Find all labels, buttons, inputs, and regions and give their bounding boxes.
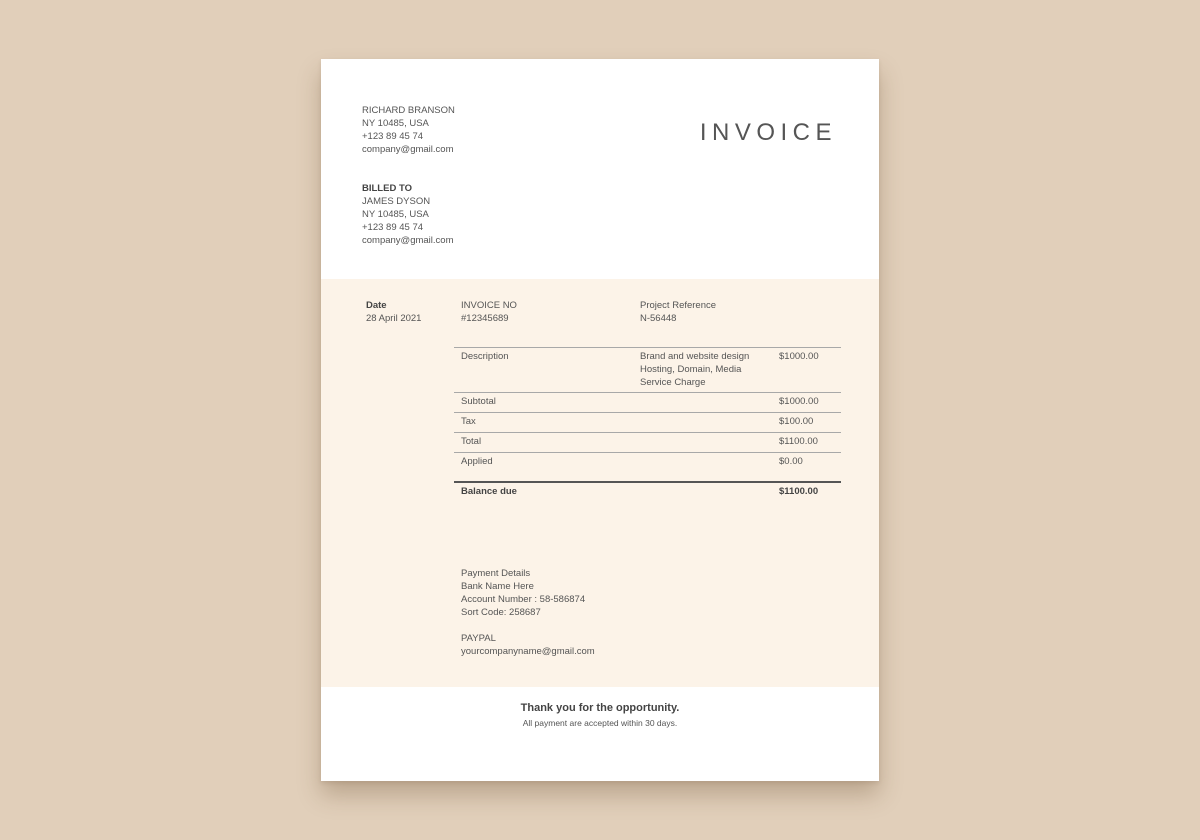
billed-to-phone: +123 89 45 74 [362, 222, 424, 233]
subtotal-label: Subtotal [461, 396, 496, 407]
billed-to-address: NY 10485, USA [362, 209, 429, 220]
payment-details-block [461, 567, 595, 658]
description-amount: $1000.00 [779, 351, 819, 362]
account-number: Account Number : 58-586874 [461, 594, 586, 605]
balance-due-amount: $1100.00 [779, 486, 819, 497]
billed-to-block [362, 182, 453, 247]
description-line: Hosting, Domain, Media [640, 364, 742, 375]
billed-to-email: company@gmail.com [362, 235, 454, 246]
payment-details-heading: Payment Details [461, 568, 531, 579]
tax-amount: $100.00 [779, 416, 814, 427]
bank-name: Bank Name Here [461, 581, 534, 592]
date-block [366, 299, 421, 325]
table-row-applied [454, 452, 841, 481]
project-reference-label: Project Reference [640, 300, 717, 311]
sender-block [362, 104, 455, 156]
subtotal-amount: $1000.00 [779, 396, 819, 407]
description-line: Service Charge [640, 377, 706, 388]
table-row-description [454, 347, 841, 392]
date-value: 28 April 2021 [366, 313, 422, 324]
table-row-tax [454, 412, 841, 432]
paypal-email: yourcompanyname@gmail.com [461, 646, 595, 657]
invoice-sheet [321, 59, 879, 781]
applied-amount: $0.00 [779, 456, 803, 467]
invoice-no-value: #12345689 [461, 313, 509, 324]
sort-code: Sort Code: 258687 [461, 607, 541, 618]
table-row-balance-due [454, 481, 841, 503]
payment-terms-note: All payment are accepted within 30 days. [522, 718, 678, 728]
description-label: Description [461, 351, 509, 362]
total-amount: $1100.00 [779, 436, 818, 447]
total-label: Total [461, 436, 482, 447]
thank-you-message: Thank you for the opportunity. [520, 702, 680, 714]
invoice-title: INVOICE [699, 119, 837, 146]
project-reference-block [640, 299, 716, 325]
table-row-subtotal [454, 392, 841, 412]
table-row-total [454, 432, 841, 452]
invoice-no-label: INVOICE NO [461, 300, 517, 311]
description-lines [640, 350, 749, 389]
description-line: Brand and website design [640, 351, 750, 362]
sender-address: NY 10485, USA [362, 118, 429, 129]
details-band [321, 279, 879, 687]
billed-to-name: JAMES DYSON [362, 196, 431, 207]
paypal-label: PAYPAL [461, 633, 496, 644]
line-items-table [454, 347, 841, 503]
applied-label: Applied [461, 456, 493, 467]
tax-label: Tax [461, 416, 476, 427]
billed-to-heading: BILLED TO [362, 183, 412, 194]
sender-phone: +123 89 45 74 [362, 131, 424, 142]
balance-due-label: Balance due [461, 486, 517, 497]
project-reference-value: N-56448 [640, 313, 677, 324]
sender-email: company@gmail.com [362, 144, 454, 155]
sender-name: RICHARD BRANSON [362, 105, 455, 116]
date-label: Date [366, 300, 387, 311]
invoice-no-block [461, 299, 517, 325]
